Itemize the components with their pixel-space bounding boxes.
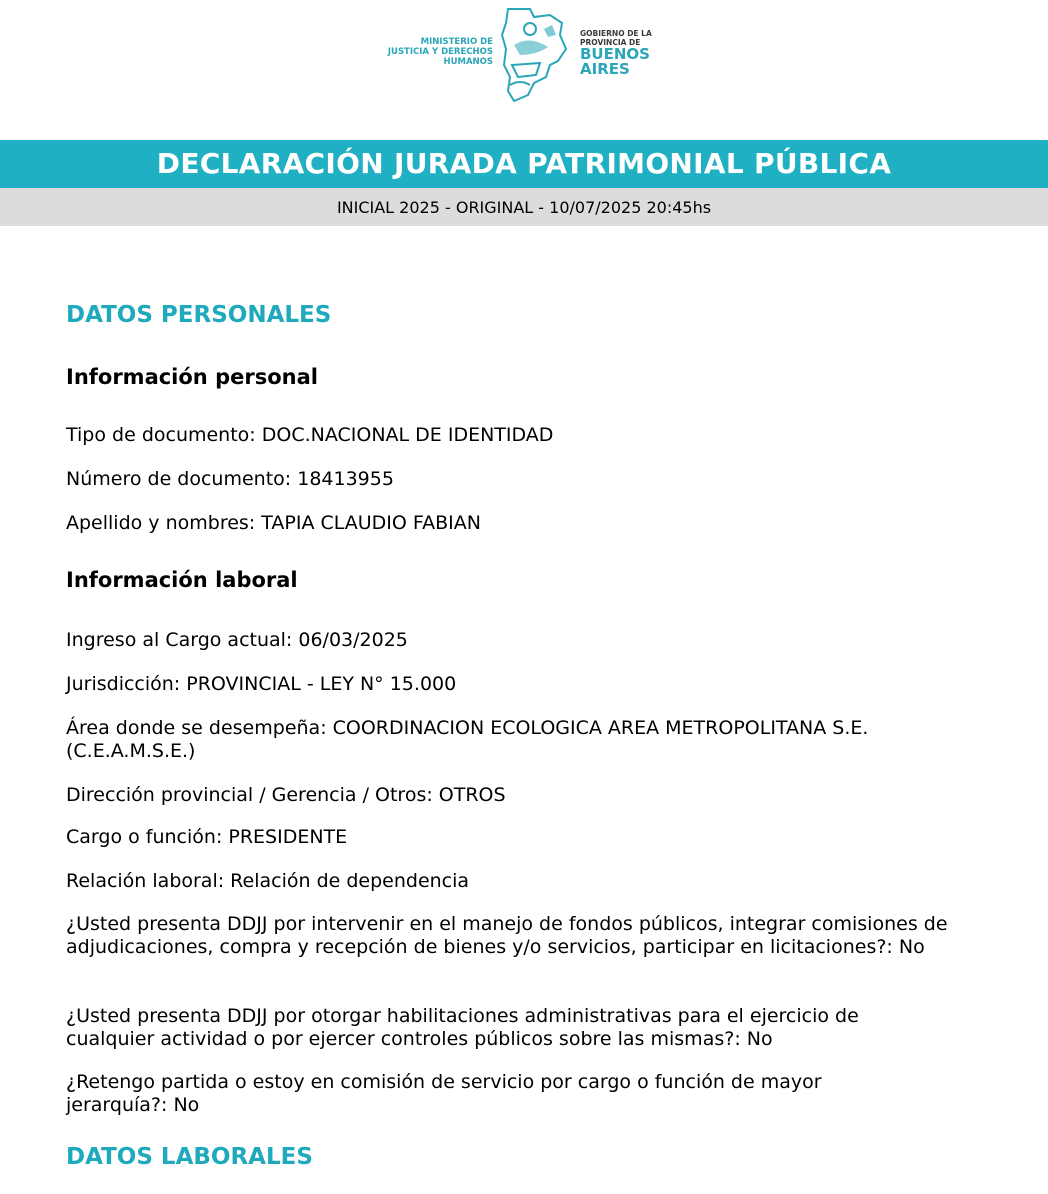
field-tipo-documento: Tipo de documento: DOC.NACIONAL DE IDENTIDAD [66,424,554,446]
field-relacion-laboral: Relación laboral: Relación de dependencia [66,870,470,892]
gov-logo-text [580,30,652,77]
ministry-line-1: MINISTERIO DE [420,37,493,47]
subsection-informacion-laboral: Información laboral [66,568,298,592]
field-direccion: Dirección provincial / Gerencia / Otros: OTROS [66,784,506,806]
ministry-line-2: JUSTICIA Y DERECHOS [387,47,493,57]
gov-line-1: GOBIERNO DE LA [580,29,652,38]
field-pregunta-partida: ¿Retengo partida o estoy en comisión de servicio por cargo o función de mayor jerarquía?: No [66,1071,822,1116]
document-title: DECLARACIÓN JURADA PATRIMONIAL PÚBLICA [0,140,1048,188]
gov-line-3: BUENOS [580,45,650,63]
field-pregunta-fondos: ¿Usted presenta DDJJ por intervenir en el manejo de fondos públicos, integrar comisiones de adjudicaciones, compra y recepción de bienes y/o servicios, participar en licitaciones?: No [66,913,948,958]
field-ingreso-cargo: Ingreso al Cargo actual: 06/03/2025 [66,629,408,651]
header-logos [0,0,1048,110]
section-datos-personales: DATOS PERSONALES [66,302,332,328]
ministry-line-3: HUMANOS [443,57,493,67]
field-numero-documento: Número de documento: 18413955 [66,468,394,490]
field-apellido-nombres: Apellido y nombres: TAPIA CLAUDIO FABIAN [66,512,481,534]
section-datos-laborales: DATOS LABORALES [66,1144,313,1170]
field-area: Área donde se desempeña: COORDINACION ECOLOGICA AREA METROPOLITANA S.E. (C.E.A.M.S.E.) [66,717,869,762]
document-subtitle: INICIAL 2025 - ORIGINAL - 10/07/2025 20:45hs [0,188,1048,226]
gov-line-4: AIRES [580,60,630,78]
field-pregunta-habilitaciones: ¿Usted presenta DDJJ por otorgar habilitaciones administrativas para el ejercicio de cualquier actividad o por ejercer controles públicos sobre las mismas?: No [66,1005,859,1050]
field-cargo: Cargo o función: PRESIDENTE [66,826,348,848]
field-jurisdiccion: Jurisdicción: PROVINCIAL - LEY N° 15.000 [66,673,457,695]
ministry-logo-text [388,37,493,67]
subsection-informacion-personal: Información personal [66,365,318,389]
province-map-emblem-icon [500,5,570,103]
gov-line-2: PROVINCIA DE [580,37,641,47]
